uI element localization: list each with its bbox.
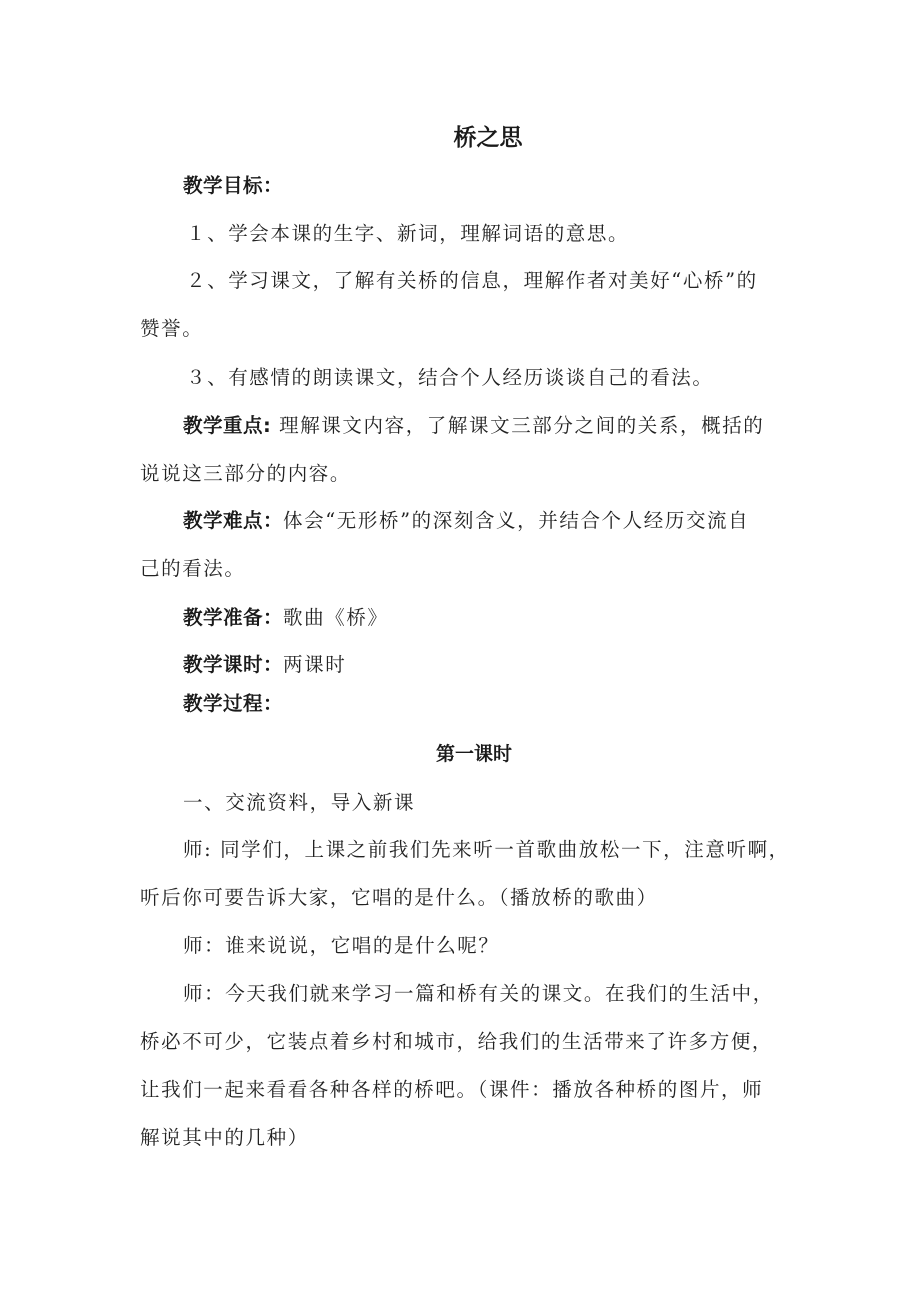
paragraph-line: 桥必不可少，它装点着乡村和城市，给我们的生活带来了许多方便，: [140, 1030, 774, 1053]
key-points-row: [183, 414, 825, 438]
key-points-text: 理解课文内容，了解课文三部分之间的关系，概括的: [271, 414, 765, 437]
paragraph-line: 师：谁来说说，它唱的是什么呢？: [183, 934, 500, 957]
duration-row: [183, 653, 825, 677]
objective-item-2-cont: 赞誉。: [140, 317, 204, 340]
paragraph-line: 让我们一起来看看各种各样的桥吧。（课件：播放各种桥的图片，师: [140, 1078, 764, 1101]
difficulties-row: [183, 509, 825, 533]
objective-item-3: ３、有感情的朗读课文，结合个人经历谈谈自己的看法。: [186, 366, 714, 389]
preparation-label: 教学准备：: [183, 606, 284, 629]
section1-title: 一、交流资料，导入新课: [183, 791, 416, 814]
objectives-label: 教学目标：: [183, 174, 284, 197]
key-points-text-cont: 说说这三部分的内容。: [140, 462, 352, 485]
paragraph-line: 师：今天我们就来学习一篇和桥有关的课文。在我们的生活中，: [183, 982, 774, 1005]
objective-item-2: ２、学习课文，了解有关桥的信息，理解作者对美好“心桥”的: [186, 269, 758, 292]
lesson1-heading: 第一课时: [435, 743, 512, 765]
paragraph-line: 师: 同学们，上课之前我们先来听一首歌曲放松一下，注意听啊，: [183, 838, 790, 861]
process-label: 教学过程：: [183, 692, 284, 715]
paragraph-line: 听后你可要告诉大家，它唱的是什么。（播放桥的歌曲）: [140, 886, 658, 909]
duration-label: 教学课时：: [183, 653, 284, 676]
difficulties-text: 体会“无形桥”的深刻含义，并结合个人经历交流自: [283, 509, 750, 532]
preparation-text: 歌曲《桥》: [283, 606, 389, 629]
duration-text: 两课时: [283, 653, 347, 676]
page-title: 桥之思: [453, 125, 523, 151]
difficulties-text-cont: 己的看法。: [140, 557, 246, 580]
preparation-row: [183, 606, 825, 630]
paragraph-line: 解说其中的几种）: [140, 1126, 309, 1149]
key-points-label: 教学重点:: [183, 414, 272, 437]
objective-item-1: １、学会本课的生字、新词，理解词语的意思。: [186, 222, 630, 245]
difficulties-label: 教学难点：: [183, 509, 284, 532]
